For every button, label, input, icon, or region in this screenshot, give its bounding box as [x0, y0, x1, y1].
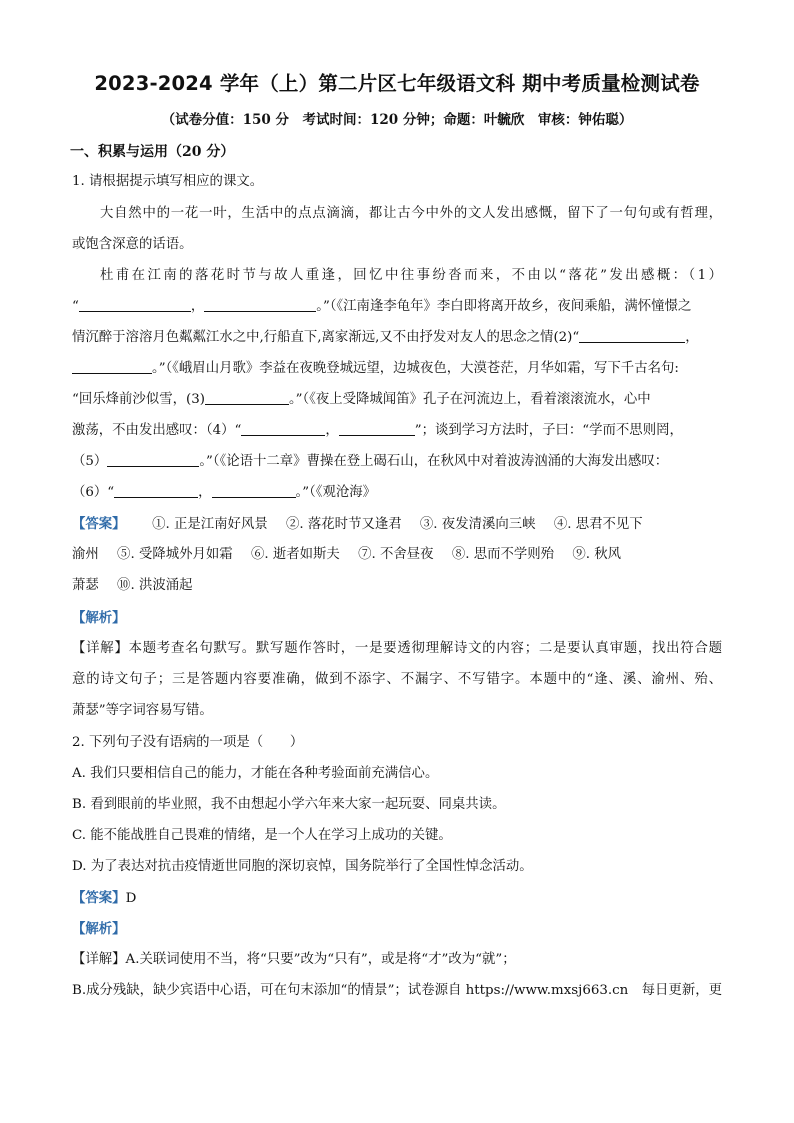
q2-answer-line — [72, 888, 136, 909]
analysis-tag: 【解析】 — [72, 921, 126, 937]
q1-intro-line2: 或饱含深意的话语。 — [72, 237, 193, 252]
answer-number: ① — [152, 517, 166, 532]
q1-passage-line1: 杜甫在江南的落花时节与故人重逢，回忆中往事纷沓而来，不由以“落花”发出感概：（1） — [100, 268, 722, 283]
answer-blank-7[interactable] — [339, 421, 415, 436]
answer-number: ③ — [419, 517, 434, 532]
q1-intro-line1: 大自然中的一花一叶，生活中的点点滴滴，都让古今中外的文人发出感慨，留下了一句句或有哲理， — [100, 206, 722, 221]
q2-option-a: A. 我们只要相信自己的能力，才能在各种考验面前充满信心。 — [72, 766, 439, 781]
answer-blank-8[interactable] — [107, 452, 199, 467]
q1-passage-line6: 激荡，不由发出感叹：（4）“ ， ”；谈到学习方法时，子曰：“学而不思则罔， — [72, 423, 683, 438]
answer-blank-4[interactable] — [72, 359, 152, 374]
answer-text: . 不舍昼夜 — [371, 547, 434, 562]
answer-number: ④ — [553, 517, 568, 532]
answer-text: . 逝者如斯夫 — [264, 547, 340, 562]
section-heading: 一、积累与运用（20 分） — [70, 144, 235, 160]
q1-stem: 1. 请根据提示填写相应的课文。 — [72, 174, 264, 189]
q2-option-d: D. 为了表达对抗击疫情逝世同胞的深切哀悼，国务院举行了全国性悼念活动。 — [72, 859, 533, 874]
q2-detail-line2: B.成分残缺，缺少宾语中心语，可在句末添加“的情景”；试卷源自 https://www.mxsj663.cn 每日更新，更 — [72, 983, 722, 998]
answer-text: . 思而不学则殆 — [465, 547, 555, 562]
exam-info: （试卷分值：150 分 考试时间：120 分钟；命题：叶毓欣 审核：钟佑聪） — [161, 112, 633, 128]
answer-text: . 思君不见下 — [567, 517, 643, 532]
answer-number: ⑤ — [117, 547, 131, 562]
answer-number: ⑥ — [250, 547, 265, 562]
answer-number: ⑨ — [572, 547, 586, 562]
q1-answer-line3 — [72, 576, 207, 596]
answer-blank-3[interactable] — [579, 328, 685, 343]
answer-text: . 夜发清溪向三峡 — [433, 517, 536, 532]
q1-passage-line8: （6）“ ， 。”（《观沧海》 — [72, 485, 377, 500]
answer-text: 萧瑟 — [72, 578, 99, 593]
q1-detail-line3: 萧瑟”等字词容易写错。 — [72, 703, 213, 718]
q1-passage-line5: “回乐烽前沙似雪，(3) 。”（《夜上受降城闻笛》孔子在河流边上，看着滚滚流水，心中 — [72, 392, 651, 407]
answer-blank-2[interactable] — [204, 297, 316, 312]
answer-tag: 【答案】 — [72, 516, 126, 532]
q2-answer: D — [125, 891, 137, 906]
answer-text: . 受降城外月如霜 — [130, 547, 233, 562]
answer-blank-6[interactable] — [241, 421, 325, 436]
answer-blank-9[interactable] — [114, 483, 198, 498]
q1-passage-line4: 。”（《峨眉山月歌》李益在夜晚登城远望，边城夜色，大漠苍茫，月华如霜，写下千古名句: — [72, 359, 679, 379]
answer-blank-1[interactable] — [79, 297, 191, 312]
answer-text: . 落花时节又逢君 — [299, 517, 402, 532]
q1-passage-line7: （5） 。”（《论语十二章》曹操在登上碣石山，在秋风中对着波涛汹涌的大海发出感叹： — [72, 454, 669, 469]
q2-stem: 2. 下列句子没有语病的一项是（ ） — [72, 735, 304, 750]
q1-detail-line1: 【详解】本题考查名句默写。默写题作答时，一是要透彻理解诗文的内容；二是要认真审题，找出符合题 — [72, 641, 722, 656]
answer-text: 渝州 — [72, 547, 99, 562]
analysis-tag: 【解析】 — [72, 610, 126, 626]
page-title: 2023-2024 学年（上）第二片区七年级语文科 期中考质量检测试卷 — [94, 72, 700, 95]
answer-text: . 正是江南好风景 — [165, 517, 268, 532]
q2-option-b: B. 看到眼前的毕业照，我不由想起小学六年来大家一起玩耍、同桌共读。 — [72, 797, 506, 812]
q1-detail-line2: 意的诗文句子；三是答题内容要准确，做到不添字、不漏字、不写错字。本题中的“逢、溪、渝州、殆、 — [72, 672, 722, 687]
q1-answer-line2 — [72, 545, 621, 565]
q1-answer-line1 — [72, 514, 643, 535]
answer-number: ⑧ — [451, 547, 466, 562]
q1-passage-line2: “ ， 。”（《江南逢李龟年》李白即将离开故乡，夜间乘船，满怀憧憬之 — [72, 299, 692, 314]
answer-blank-5[interactable] — [205, 390, 289, 405]
q2-detail-line1: 【详解】A.关联词使用不当，将“只要”改为“只有”，或是将“才”改为“就”； — [72, 952, 516, 967]
q1-passage-line3: 情沉醉于溶溶月色粼粼江水之中,行船直下,离家渐远,又不由抒发对友人的思念之情(2)“ ， — [72, 330, 699, 345]
answer-number: ⑦ — [358, 547, 372, 562]
q2-option-c: C. 能不能战胜自己畏难的情绪，是一个人在学习上成功的关键。 — [72, 828, 452, 843]
answer-text: . 秋风 — [585, 547, 622, 562]
answer-blank-10[interactable] — [212, 483, 296, 498]
answer-text: . 洪波涌起 — [130, 578, 193, 593]
answer-number: ② — [286, 517, 300, 532]
answer-tag: 【答案】 — [72, 890, 126, 906]
answer-number: ⑩ — [117, 578, 131, 593]
